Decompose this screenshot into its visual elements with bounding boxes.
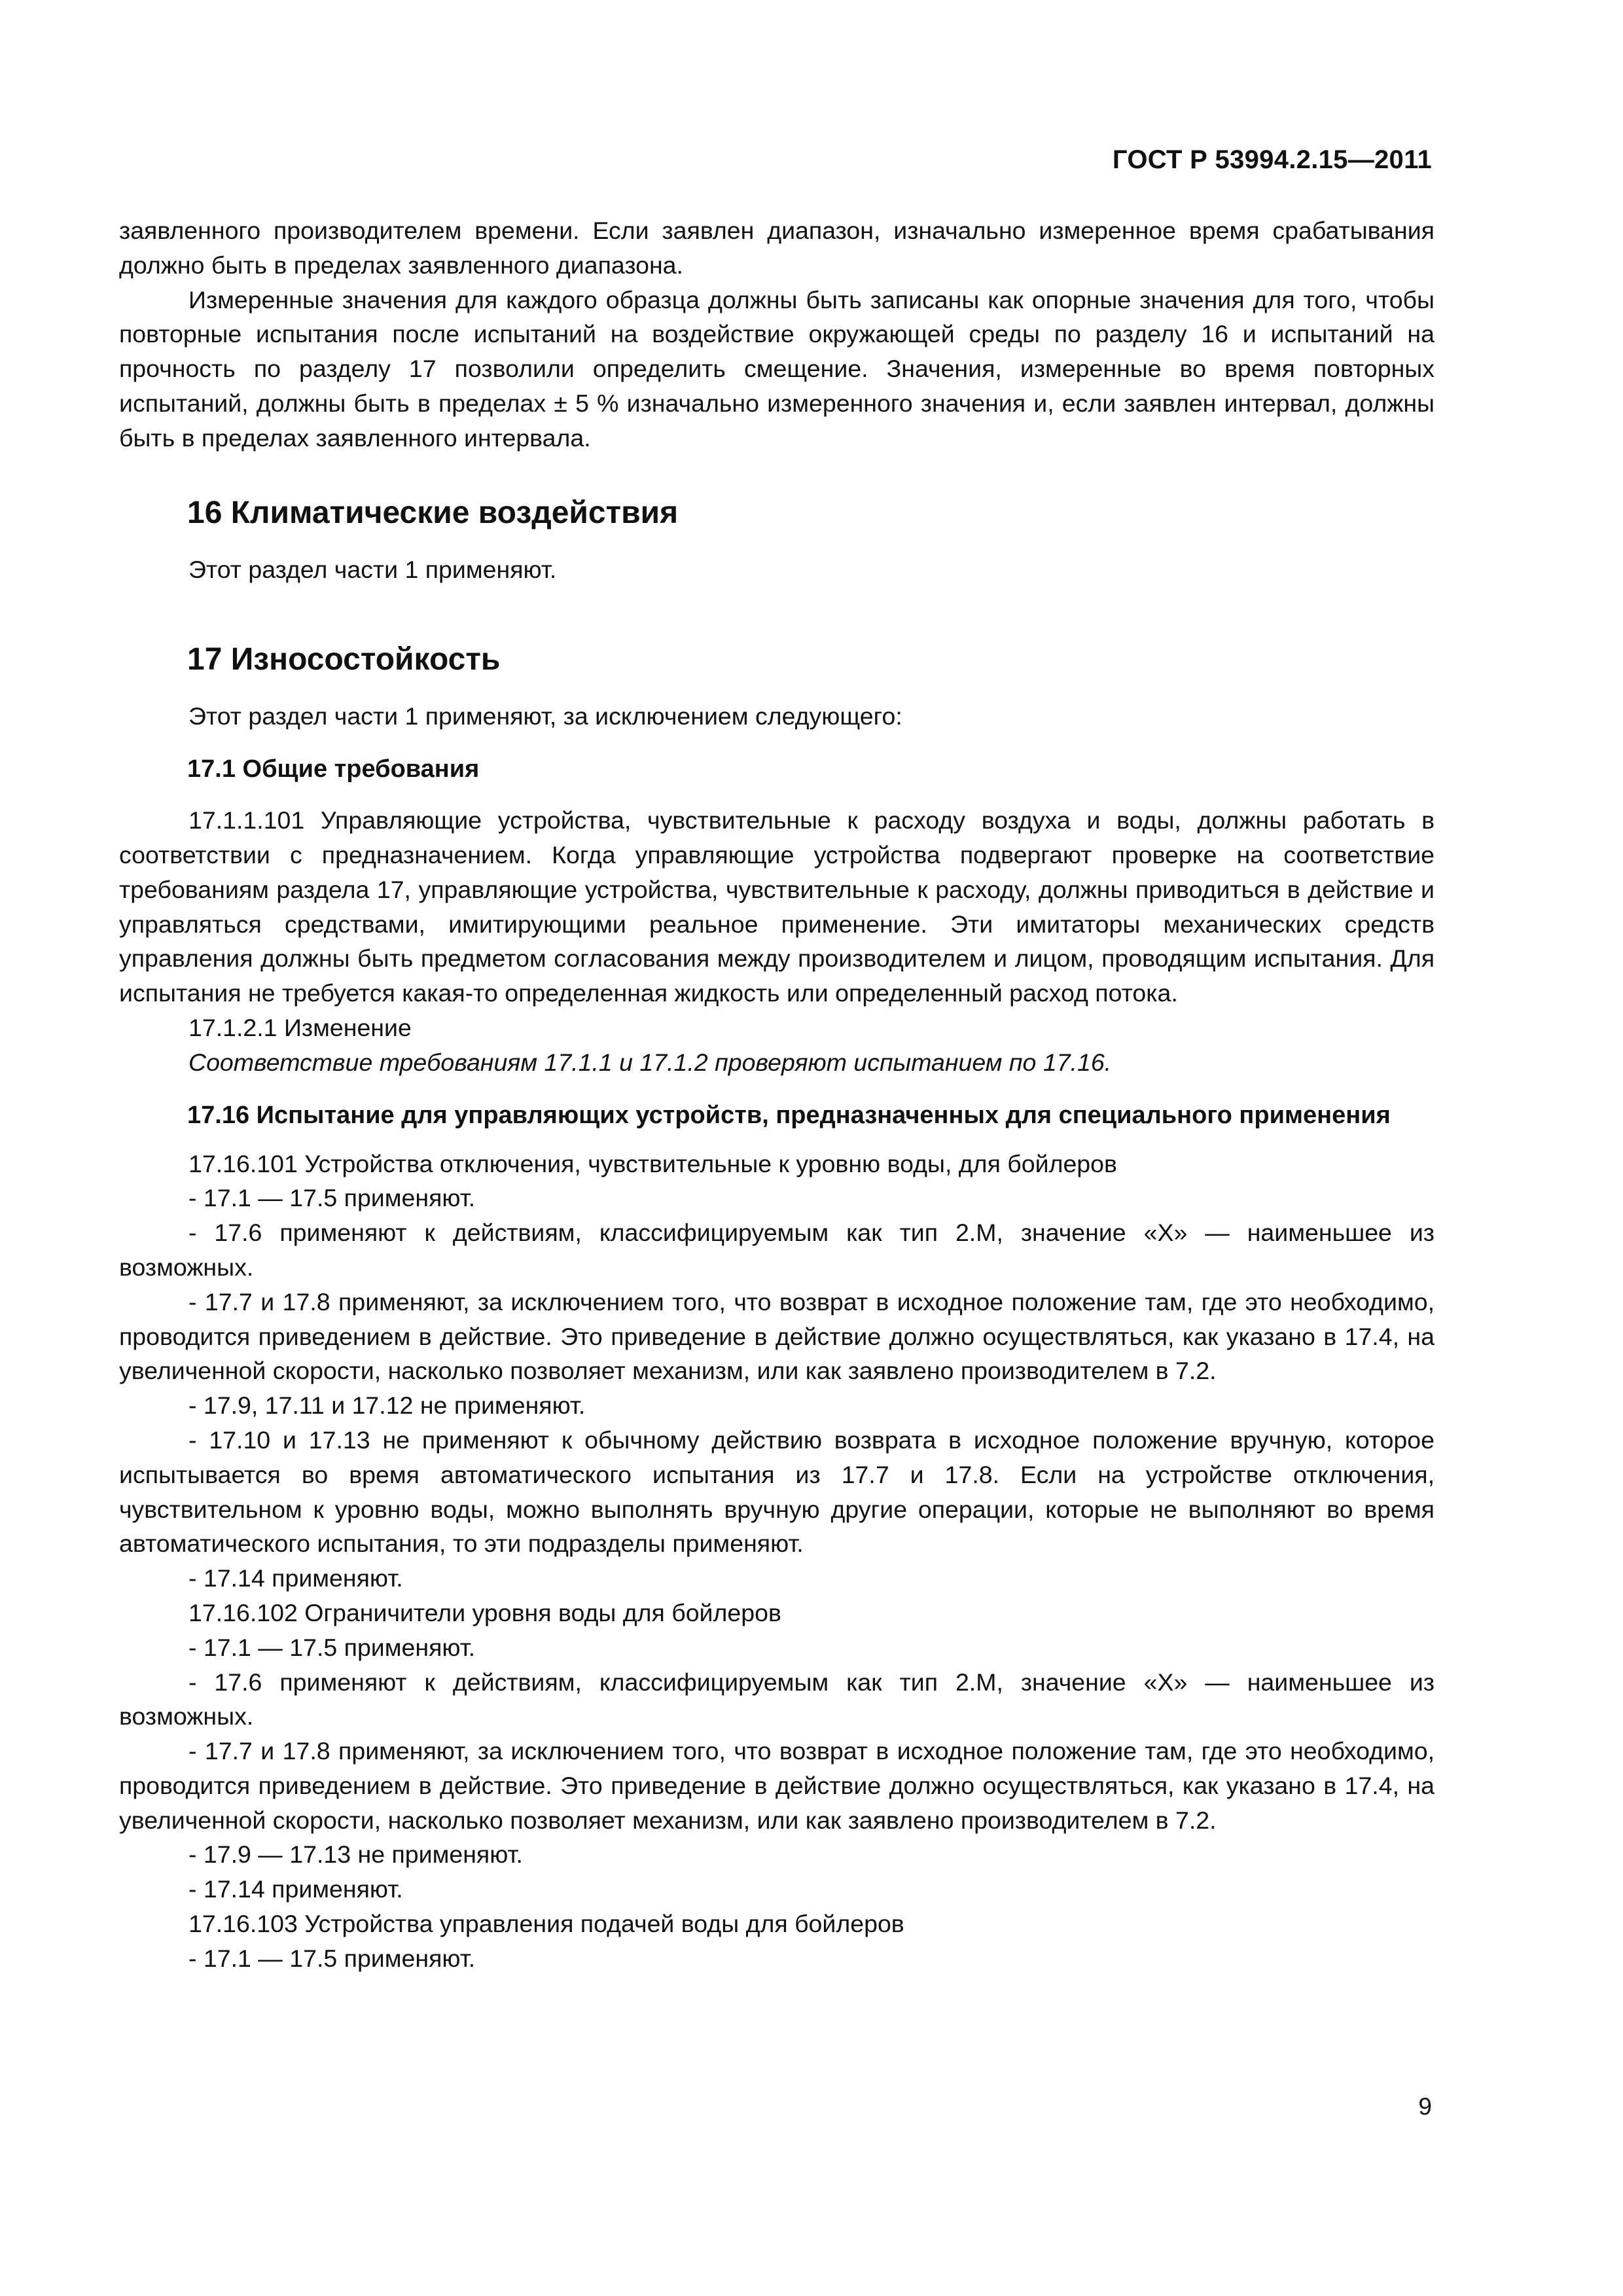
list-item: - 17.1 — 17.5 применяют. xyxy=(188,1184,476,1212)
section-17-1-compliance-note: Соответствие требованиям 17.1.1 и 17.1.2 проверяют испытанием по 17.16. xyxy=(188,1048,1112,1076)
list-item: - 17.6 применяют к действиям, классифицируемым как тип 2.М, значение «X» — наименьшее из возможных. xyxy=(119,1219,1435,1281)
list-item: - 17.9 — 17.13 не применяют. xyxy=(188,1840,523,1869)
list-item: - 17.6 применяют к действиям, классифицируемым как тип 2.М, значение «X» — наименьшее из возможных. xyxy=(119,1668,1435,1731)
list-item: - 17.14 применяют. xyxy=(188,1564,403,1592)
page-content xyxy=(119,213,1435,1976)
list-item: - 17.14 применяют. xyxy=(188,1875,403,1903)
section-17-title: 17 Износостойкость xyxy=(187,642,501,677)
section-17-1-title: 17.1 Общие требования xyxy=(187,755,480,783)
section-16-title: 16 Климатические воздействия xyxy=(187,495,679,530)
section-16-text: Этот раздел части 1 применяют. xyxy=(188,555,557,583)
intro-paragraph-1: заявленного производителем времени. Если заявлен диапазон, изначально измеренное время срабатывания должно быть в пределах заявленного диапазона. xyxy=(119,217,1435,279)
list-item: - 17.9, 17.11 и 17.12 не применяют. xyxy=(188,1391,586,1420)
list-item: - 17.7 и 17.8 применяют, за исключением того, что возврат в исходное положение там, где это необходимо, проводится приведением в действие. Это приведение в действие должно осуществляться, как указано в 17.4, на увеличенной скорости, насколько позволяет механизм, или как заявлено производителем в 7.2. xyxy=(119,1737,1435,1834)
list-item: 17.16.102 Ограничители уровня воды для бойлеров xyxy=(188,1598,781,1626)
list-item: - 17.10 и 17.13 не применяют к обычному действию возврата в исходное положение вручную, которое испытывается во время автоматического испытания из 17.7 и 17.8. Если на устройстве отключения, чувствительном к уровню воды, можно выполнять вручную другие операции, которые не выполняют во время автоматического испытания, то эти подразделы применяют. xyxy=(119,1426,1435,1558)
list-item: 17.16.101 Устройства отключения, чувствительные к уровню воды, для бойлеров xyxy=(188,1149,1117,1177)
list-item: - 17.7 и 17.8 применяют, за исключением того, что возврат в исходное положение там, где это необходимо, проводится приведением в действие. Это приведение в действие должно осуществляться, как указано в 17.4, на увеличенной скорости, насколько позволяет механизм, или как заявлено производителем в 7.2. xyxy=(119,1287,1435,1385)
document-id-header: ГОСТ Р 53994.2.15—2011 xyxy=(1112,145,1432,174)
section-17-1-paragraph-1: 17.1.1.101 Управляющие устройства, чувствительные к расходу воздуха и воды, должны работать в соответствии с предназначением. Когда управляющие устройства подвергают проверке на соответствие требованиям раздела 17, управляющие устройства, чувствительные к расходу, должны приводиться в действие и управляться средствами, имитирующими реальное применение. Эти имитаторы механических средств управления должны быть предметом согласования между производителем и лицом, проводящим испытания. Для испытания не требуется какая-то определенная жидкость или определенный расход потока. xyxy=(119,806,1435,1007)
list-item: 17.16.103 Устройства управления подачей воды для бойлеров xyxy=(188,1910,904,1938)
intro-paragraph-2: Измеренные значения для каждого образца должны быть записаны как опорные значения для того, чтобы повторные испытания после испытаний на воздействие окружающей среды по разделу 16 и испытаний на прочность по разделу 17 позволили определить смещение. Значения, измеренные во время повторных испытаний, должны быть в пределах ± 5 % изначально измеренного значения и, если заявлен интервал, должны быть в пределах заявленного интервала. xyxy=(119,285,1435,452)
list-item: - 17.1 — 17.5 применяют. xyxy=(188,1944,476,1972)
section-17-text: Этот раздел части 1 применяют, за исключением следующего: xyxy=(188,702,902,730)
list-item: - 17.1 — 17.5 применяют. xyxy=(188,1633,476,1661)
section-17-16-title: 17.16 Испытание для управляющих устройств, предназначенных для специального применения xyxy=(187,1101,1391,1129)
page-number: 9 xyxy=(1418,2093,1432,2120)
section-17-1-paragraph-2: 17.1.2.1 Изменение xyxy=(188,1013,412,1041)
